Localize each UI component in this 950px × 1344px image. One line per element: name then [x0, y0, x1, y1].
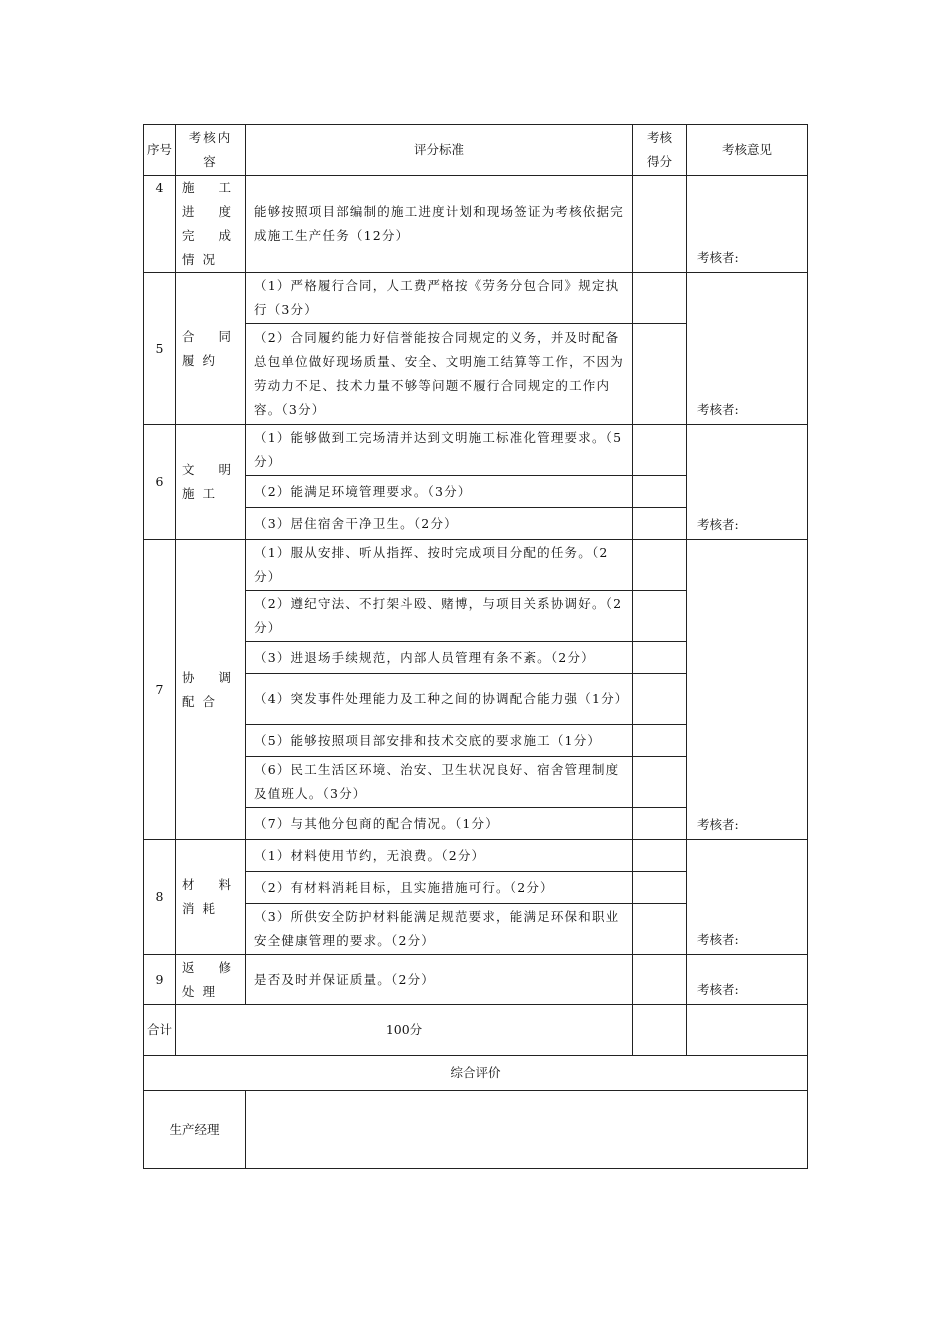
- reviewer-label: 考核者:: [687, 955, 808, 1005]
- score-cell[interactable]: [633, 904, 687, 955]
- row-item: 施工进度完成情况: [176, 176, 246, 273]
- row-item: 协调配合: [176, 540, 246, 840]
- score-cell[interactable]: [633, 591, 687, 642]
- criteria-cell: （1）能够做到工完场清并达到文明施工标准化管理要求。（5分）: [246, 425, 633, 476]
- table-row: [144, 425, 808, 476]
- score-cell[interactable]: [633, 725, 687, 757]
- summary-title: 综合评价: [144, 1056, 808, 1091]
- evaluation-table: [143, 124, 808, 1169]
- score-cell[interactable]: [633, 176, 687, 273]
- criteria-cell: （3）居住宿舍干净卫生。（2分）: [246, 508, 633, 540]
- manager-label: 生产经理: [144, 1091, 246, 1169]
- header-score: 考核得分: [633, 125, 687, 176]
- criteria-cell: （5）能够按照项目部安排和技术交底的要求施工（1分）: [246, 725, 633, 757]
- criteria-cell: （2）遵纪守法、不打架斗殴、赌博，与项目关系协调好。（2分）: [246, 591, 633, 642]
- row-item: 返修处理: [176, 955, 246, 1005]
- table-row: [144, 540, 808, 591]
- row-seq: 6: [144, 425, 176, 540]
- row-seq: 8: [144, 840, 176, 955]
- header-item: 考核内容: [176, 125, 246, 176]
- reviewer-label: 考核者:: [687, 425, 808, 540]
- criteria-cell: （7）与其他分包商的配合情况。（1分）: [246, 808, 633, 840]
- criteria-cell: （2）合同履约能力好信誉能按合同规定的义务，并及时配备总包单位做好现场质量、安全、文明施工结算等工作，不因为劳动力不足、技术力量不够等问题不履行合同规定的工作内容。（3分）: [246, 324, 633, 425]
- score-cell[interactable]: [633, 808, 687, 840]
- score-cell[interactable]: [633, 955, 687, 1005]
- criteria-cell: （4）突发事件处理能力及工种之间的协调配合能力强（1分）: [246, 674, 633, 725]
- total-opinion-cell[interactable]: [687, 1005, 808, 1056]
- criteria-cell: （3）进退场手续规范，内部人员管理有条不紊。（2分）: [246, 642, 633, 674]
- row-seq: 9: [144, 955, 176, 1005]
- score-cell[interactable]: [633, 324, 687, 425]
- criteria-cell: （2）能满足环境管理要求。（3分）: [246, 476, 633, 508]
- header-row: [144, 125, 808, 176]
- score-cell[interactable]: [633, 642, 687, 674]
- manager-row: [144, 1091, 808, 1169]
- score-cell[interactable]: [633, 508, 687, 540]
- criteria-cell: （1）服从安排、听从指挥、按时完成项目分配的任务。（2分）: [246, 540, 633, 591]
- score-cell[interactable]: [633, 273, 687, 324]
- total-label: 合计: [144, 1005, 176, 1056]
- criteria-cell: 能够按照项目部编制的施工进度计划和现场签证为考核依据完成施工生产任务（12分）: [246, 176, 633, 273]
- score-cell[interactable]: [633, 425, 687, 476]
- reviewer-label: 考核者:: [687, 840, 808, 955]
- table-row: [144, 840, 808, 872]
- criteria-cell: （1）材料使用节约，无浪费。（2分）: [246, 840, 633, 872]
- reviewer-label: 考核者:: [687, 273, 808, 425]
- total-score-cell[interactable]: [633, 1005, 687, 1056]
- score-cell[interactable]: [633, 757, 687, 808]
- row-item: 合同履约: [176, 273, 246, 425]
- header-opinion: 考核意见: [687, 125, 808, 176]
- row-seq: 7: [144, 540, 176, 840]
- score-cell[interactable]: [633, 840, 687, 872]
- total-row: [144, 1005, 808, 1056]
- criteria-cell: （6）民工生活区环境、治安、卫生状况良好、宿舍管理制度及值班人。（3分）: [246, 757, 633, 808]
- summary-row: [144, 1056, 808, 1091]
- criteria-cell: （3）所供安全防护材料能满足规范要求，能满足环保和职业安全健康管理的要求。（2分）: [246, 904, 633, 955]
- row-item: 材料消耗: [176, 840, 246, 955]
- table-row: [144, 176, 808, 273]
- score-cell[interactable]: [633, 674, 687, 725]
- table-row: [144, 955, 808, 1005]
- manager-comment-cell[interactable]: [246, 1091, 808, 1169]
- score-cell[interactable]: [633, 872, 687, 904]
- criteria-cell: （1）严格履行合同，人工费严格按《劳务分包合同》规定执行（3分）: [246, 273, 633, 324]
- header-seq: 序号: [144, 125, 176, 176]
- row-item: 文明施工: [176, 425, 246, 540]
- row-seq: 4: [144, 176, 176, 273]
- criteria-cell: 是否及时并保证质量。（2分）: [246, 955, 633, 1005]
- score-cell[interactable]: [633, 476, 687, 508]
- score-cell[interactable]: [633, 540, 687, 591]
- criteria-cell: （2）有材料消耗目标，且实施措施可行。（2分）: [246, 872, 633, 904]
- header-criteria: 评分标准: [246, 125, 633, 176]
- reviewer-label: 考核者:: [687, 540, 808, 840]
- reviewer-label: 考核者:: [687, 176, 808, 273]
- row-seq: 5: [144, 273, 176, 425]
- table-row: [144, 273, 808, 324]
- total-value: 100分: [176, 1005, 633, 1056]
